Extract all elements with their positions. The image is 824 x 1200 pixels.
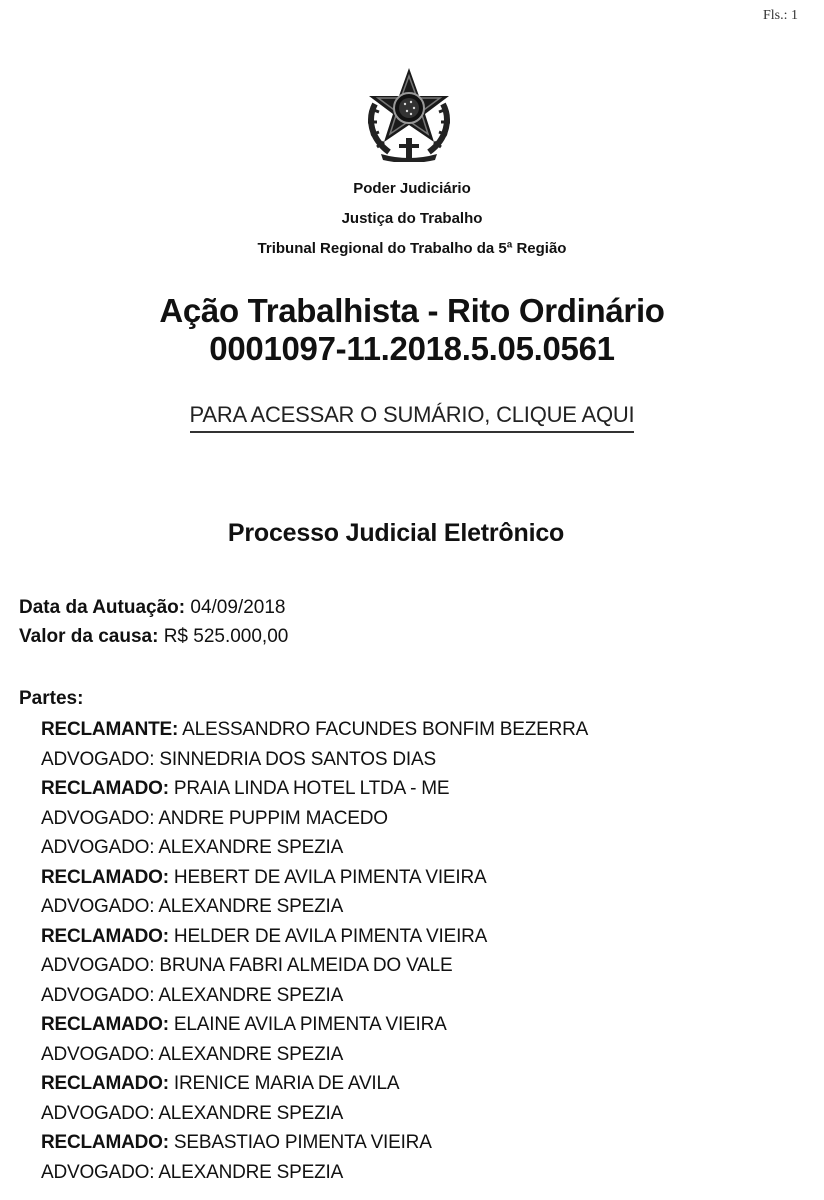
header-line-1: Poder Judiciário bbox=[353, 180, 471, 197]
party-row bbox=[41, 1010, 588, 1040]
case-info bbox=[19, 593, 288, 651]
party-role: RECLAMADO: bbox=[41, 925, 169, 947]
party-name: ANDRE PUPPIM MACEDO bbox=[158, 807, 388, 829]
document-title bbox=[0, 292, 824, 368]
party-name: BRUNA FABRI ALMEIDA DO VALE bbox=[159, 955, 453, 976]
party-row bbox=[41, 892, 588, 922]
party-name: ALEXANDRE SPEZIA bbox=[158, 1161, 344, 1183]
party-row bbox=[41, 951, 588, 981]
party-role: RECLAMADO: bbox=[41, 866, 169, 888]
party-name: ALEXANDRE SPEZIA bbox=[158, 896, 344, 917]
party-row bbox=[41, 774, 588, 804]
party-row bbox=[41, 1099, 588, 1129]
party-row bbox=[41, 715, 588, 745]
party-name: ALEXANDRE SPEZIA bbox=[158, 1043, 344, 1065]
party-role: RECLAMADO: bbox=[41, 1014, 169, 1035]
party-role: ADVOGADO: bbox=[41, 837, 155, 858]
partes-label: Partes: bbox=[19, 688, 84, 709]
partes-list bbox=[41, 715, 588, 1187]
party-name: ALEXANDRE SPEZIA bbox=[158, 837, 344, 858]
party-name: SEBASTIAO PIMENTA VIEIRA bbox=[173, 1132, 432, 1153]
summary-link-container bbox=[0, 402, 824, 433]
party-role: RECLAMADO: bbox=[41, 1073, 169, 1094]
party-row bbox=[41, 1069, 588, 1099]
party-role: ADVOGADO: bbox=[41, 807, 155, 829]
party-row bbox=[41, 1128, 588, 1158]
party-name: ALEXANDRE SPEZIA bbox=[158, 1102, 344, 1124]
party-name: PRAIA LINDA HOTEL LTDA - ME bbox=[173, 778, 450, 799]
party-role: ADVOGADO: bbox=[41, 1102, 155, 1124]
process-number: 0001097-11.2018.5.05.0561 bbox=[209, 330, 615, 367]
party-role: ADVOGADO: bbox=[41, 748, 155, 770]
valor-label: Valor da causa: bbox=[19, 626, 159, 647]
party-name: HELDER DE AVILA PIMENTA VIEIRA bbox=[173, 925, 488, 947]
party-row bbox=[41, 922, 588, 952]
party-name: IRENICE MARIA DE AVILA bbox=[173, 1073, 400, 1094]
summary-link[interactable]: PARA ACESSAR O SUMÁRIO, CLIQUE AQUI bbox=[190, 402, 635, 433]
party-role: RECLAMADO: bbox=[41, 1132, 169, 1153]
valor-value: R$ 525.000,00 bbox=[163, 626, 289, 647]
party-row bbox=[41, 833, 588, 863]
autuacao-row bbox=[19, 593, 288, 622]
party-row bbox=[41, 981, 588, 1011]
party-role: ADVOGADO: bbox=[41, 955, 155, 976]
autuacao-label: Data da Autuação: bbox=[19, 597, 186, 618]
party-row bbox=[41, 1158, 588, 1188]
court-header bbox=[0, 174, 824, 264]
party-role: RECLAMADO: bbox=[41, 778, 169, 799]
system-title: Processo Judicial Eletrônico bbox=[227, 519, 565, 547]
autuacao-value: 04/09/2018 bbox=[190, 597, 286, 618]
party-name: ELAINE AVILA PIMENTA VIEIRA bbox=[173, 1014, 447, 1035]
party-name: ALEXANDRE SPEZIA bbox=[158, 984, 344, 1006]
party-role: ADVOGADO: bbox=[41, 1161, 155, 1183]
party-role: ADVOGADO: bbox=[41, 984, 155, 1006]
party-name: HEBERT DE AVILA PIMENTA VIEIRA bbox=[173, 866, 487, 888]
header-line-3: Tribunal Regional do Trabalho da 5ª Região bbox=[257, 240, 567, 257]
header-line-2: Justiça do Trabalho bbox=[341, 210, 483, 227]
party-role: ADVOGADO: bbox=[41, 1043, 155, 1065]
party-name: ALESSANDRO FACUNDES BONFIM BEZERRA bbox=[182, 719, 589, 740]
party-role: RECLAMANTE: bbox=[41, 719, 179, 740]
party-row bbox=[41, 745, 588, 775]
folio-number: Fls.: 1 bbox=[762, 8, 798, 23]
party-row bbox=[41, 863, 588, 893]
party-row bbox=[41, 804, 588, 834]
party-row bbox=[41, 1040, 588, 1070]
action-type: Ação Trabalhista - Rito Ordinário bbox=[159, 292, 665, 329]
brazil-coat-of-arms-icon bbox=[361, 64, 457, 162]
party-name: SINNEDRIA DOS SANTOS DIAS bbox=[159, 748, 436, 770]
valor-row bbox=[19, 622, 288, 651]
party-role: ADVOGADO: bbox=[41, 896, 155, 917]
